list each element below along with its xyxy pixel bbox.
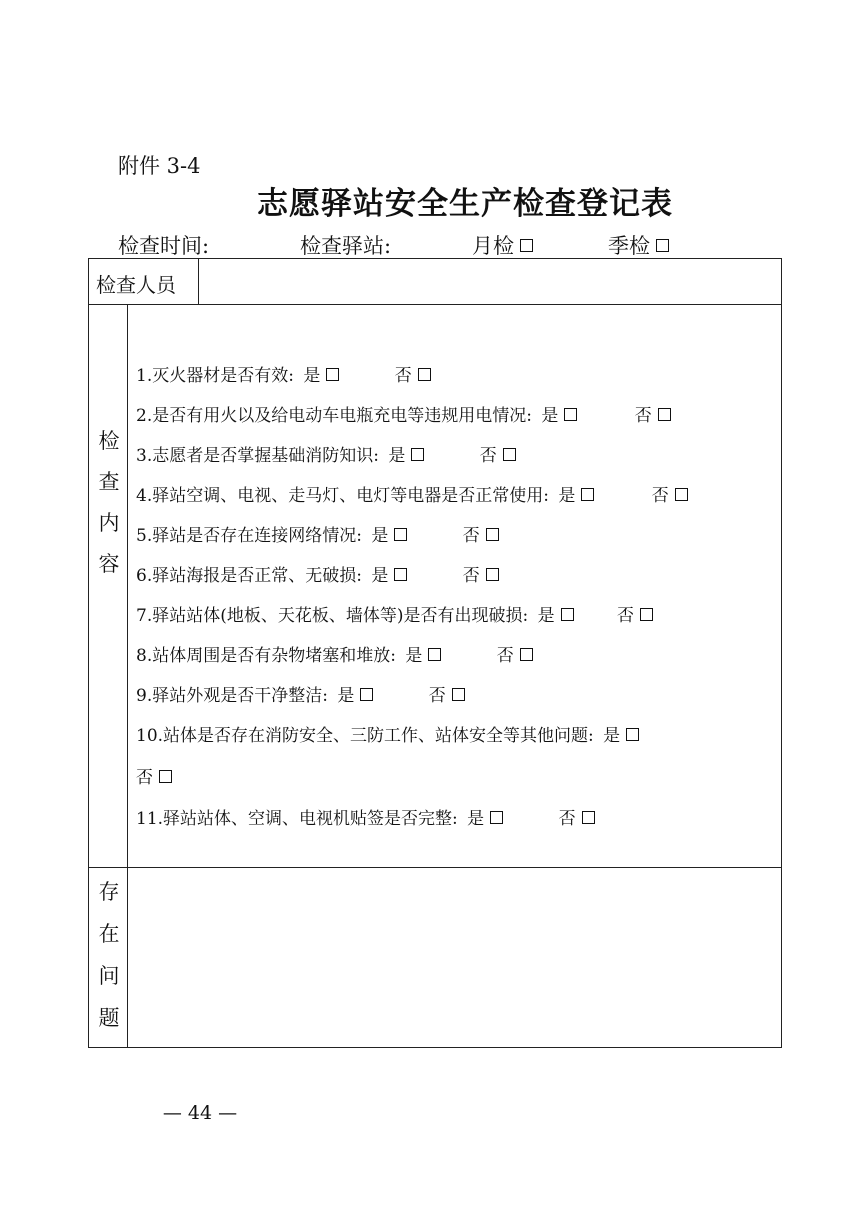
attachment-label: 附件 3-4 [118,154,201,178]
yes-option[interactable] [388,446,424,466]
check-item-text: 1.灭火器材是否有效: [136,366,294,386]
quarterly-checkbox[interactable] [656,239,669,252]
no-label: 否 [462,566,480,586]
problems-label-char: 问 [98,964,120,988]
yes-label: 是 [371,526,389,546]
no-label: 否 [136,768,153,788]
yes-option[interactable] [467,809,503,829]
yes-checkbox[interactable] [581,488,594,501]
no-checkbox[interactable] [452,688,465,701]
yes-option[interactable] [541,406,577,426]
column-divider [198,259,199,304]
page-title: 志愿驿站安全生产检查登记表 [257,186,673,222]
inspection-time-label: 检查时间: [118,234,210,258]
problems-field[interactable] [131,871,777,1043]
inspection-station-label: 检查驿站: [300,234,392,258]
check-item-text: 10.站体是否存在消防安全、三防工作、站体安全等其他问题: [136,726,594,746]
no-label: 否 [558,809,576,829]
content-label-char: 查 [98,470,120,494]
no-label: 否 [651,486,669,506]
yes-label: 是 [537,606,555,626]
yes-option[interactable] [558,486,594,506]
check-item [136,681,465,706]
no-checkbox[interactable] [640,608,653,621]
no-option[interactable] [617,606,653,626]
check-item-text: 11.驿站站体、空调、电视机贴签是否完整: [136,809,458,829]
check-item [136,561,499,586]
quarterly-check-label: 季检 [608,234,650,258]
yes-option[interactable] [303,366,339,386]
check-item [136,361,431,386]
no-option[interactable] [429,686,465,706]
check-item-text: 5.驿站是否存在连接网络情况: [136,526,362,546]
check-item [136,804,595,829]
content-label-char: 检 [98,429,120,453]
yes-label: 是 [603,726,621,746]
yes-checkbox[interactable] [326,368,339,381]
yes-checkbox[interactable] [428,648,441,661]
no-checkbox[interactable] [486,528,499,541]
inspector-field[interactable] [201,263,777,301]
problems-label [89,871,129,1039]
check-item-text: 2.是否有用火以及给电动车电瓶充电等违规用电情况: [136,406,532,426]
quarterly-check-option[interactable] [608,230,669,260]
check-item [136,721,639,746]
check-item-text: 9.驿站外观是否干净整洁: [136,686,328,706]
monthly-check-label: 月检 [472,234,514,258]
check-item-text: 4.驿站空调、电视、走马灯、电灯等电器是否正常使用: [136,486,549,506]
check-item-text: 3.志愿者是否掌握基础消防知识: [136,446,379,466]
check-item-text: 7.驿站站体(地板、天花板、墙体等)是否有出现破损: [136,606,529,626]
no-checkbox[interactable] [503,448,516,461]
yes-option[interactable] [405,646,441,666]
no-option[interactable] [395,366,431,386]
no-option[interactable] [559,809,595,829]
inspector-label: 检查人员 [96,273,176,297]
problems-label-char: 题 [98,1006,120,1030]
yes-checkbox[interactable] [626,728,639,741]
no-option[interactable] [497,646,533,666]
check-item [136,521,499,546]
no-label: 否 [394,366,412,386]
row-divider [89,304,781,305]
yes-option[interactable] [371,566,407,586]
no-checkbox[interactable] [520,648,533,661]
problems-label-char: 在 [98,922,120,946]
no-label: 否 [496,646,514,666]
no-checkbox[interactable] [658,408,671,421]
check-item-text: 8.站体周围是否有杂物堵塞和堆放: [136,646,396,666]
no-checkbox[interactable] [159,770,172,783]
check-item [136,601,653,626]
yes-checkbox[interactable] [561,608,574,621]
no-option[interactable] [480,446,516,466]
inspection-table [88,258,782,1048]
monthly-checkbox[interactable] [520,239,533,252]
check-item [136,641,533,666]
monthly-check-option[interactable] [472,230,533,260]
no-checkbox[interactable] [418,368,431,381]
no-checkbox[interactable] [486,568,499,581]
yes-checkbox[interactable] [394,568,407,581]
no-checkbox[interactable] [582,811,595,824]
yes-checkbox[interactable] [411,448,424,461]
no-label: 否 [617,606,635,626]
yes-label: 是 [467,809,485,829]
page-number: — 44 — [162,1102,238,1124]
no-option[interactable] [652,486,688,506]
yes-checkbox[interactable] [360,688,373,701]
check-item [136,401,671,426]
no-label: 否 [479,446,497,466]
content-label-char: 容 [98,552,120,576]
yes-label: 是 [371,566,389,586]
yes-label: 是 [303,366,321,386]
yes-option[interactable] [371,526,407,546]
no-label: 否 [428,686,446,706]
yes-checkbox[interactable] [490,811,503,824]
yes-option[interactable] [538,606,574,626]
no-option[interactable] [463,566,499,586]
yes-label: 是 [388,446,406,466]
content-label-char: 内 [98,511,120,535]
check-item [136,481,688,506]
yes-option[interactable] [603,726,639,746]
no-label: 否 [634,406,652,426]
yes-label: 是 [558,486,576,506]
no-option[interactable] [635,406,671,426]
yes-checkbox[interactable] [564,408,577,421]
yes-label: 是 [337,686,355,706]
no-option[interactable] [136,768,172,788]
problems-label-char: 存 [98,880,120,904]
check-item [136,441,516,466]
row-divider [89,867,781,868]
yes-option[interactable] [337,686,373,706]
yes-checkbox[interactable] [394,528,407,541]
content-label [89,421,129,585]
yes-label: 是 [541,406,559,426]
no-label: 否 [462,526,480,546]
yes-label: 是 [405,646,423,666]
check-item-text: 6.驿站海报是否正常、无破损: [136,566,362,586]
no-option[interactable] [463,526,499,546]
check-item-continuation [136,763,172,788]
no-checkbox[interactable] [675,488,688,501]
